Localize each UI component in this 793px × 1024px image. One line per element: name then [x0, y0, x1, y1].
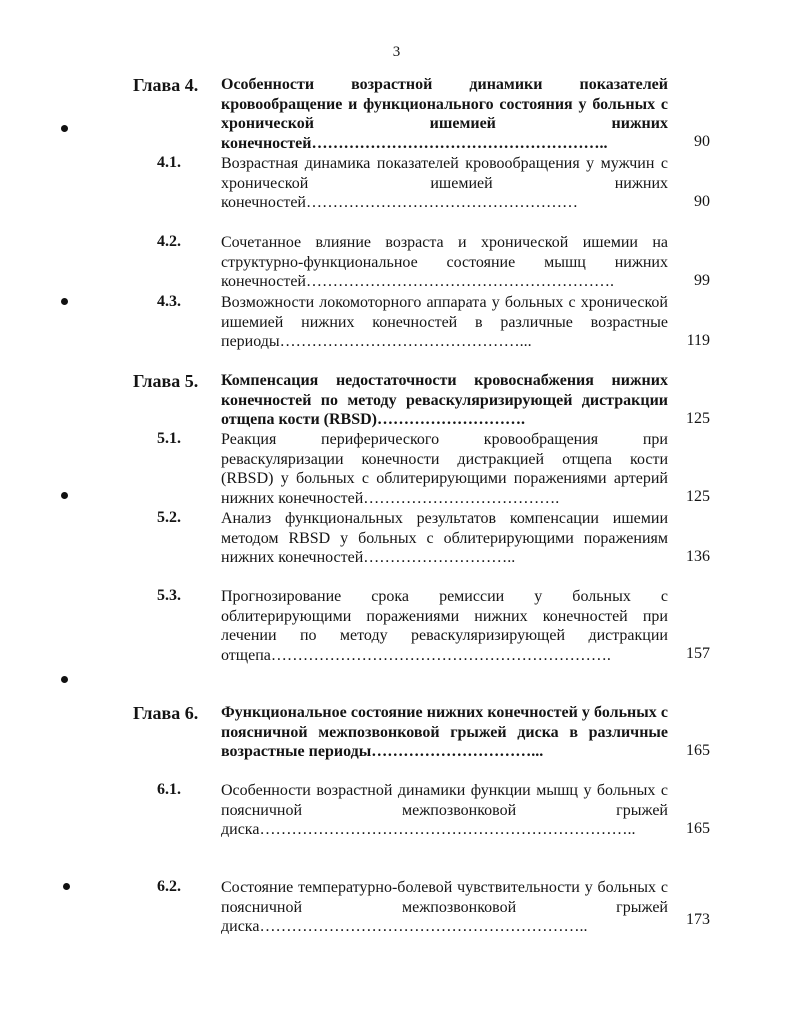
page-ref: 90 — [694, 133, 710, 150]
chapter-label: Глава 5. — [133, 371, 199, 391]
page-ref: 99 — [694, 272, 710, 289]
section-label: 5.3. — [157, 587, 181, 604]
page-ref: 125 — [686, 410, 710, 427]
page-ref: 165 — [686, 820, 710, 837]
chapter-title: Функциональное состояние нижних конечностей у больных с поясничной межпозвонковой грыжей диска в различные возрастные периоды…………………………... — [221, 704, 668, 760]
section-label: 5.2. — [157, 509, 181, 526]
section-label: 4.1. — [157, 154, 181, 171]
chapter-title: Компенсация недостаточности кровоснабжения нижних конечностей по методу реваскуляризирующей дистракции отщепа кости (RBSD)………………………. — [221, 372, 668, 428]
section-label: 6.2. — [157, 878, 181, 895]
page-number: 3 — [392, 44, 401, 60]
page-ref: 136 — [686, 548, 710, 565]
leader-dots: ……………………….. — [363, 549, 516, 566]
page-ref: 157 — [686, 645, 710, 662]
section-label: 4.3. — [157, 293, 181, 310]
leader-dots: ………………………………………... — [279, 333, 532, 350]
margin-dot — [61, 676, 68, 683]
page-ref: 119 — [686, 332, 710, 349]
margin-dot — [63, 883, 70, 890]
page-ref: 125 — [686, 488, 710, 505]
leader-dots: ……………………………………………….. — [311, 134, 608, 152]
leader-dots: …………………………... — [371, 743, 544, 760]
margin-dot — [61, 298, 68, 305]
section-title: Реакция периферического кровообращения при реваскуляризации конечности дистракцией отщепа кости (RBSD) у больных с облитерирующими поражениями артерий нижних конечностей………………………………. — [221, 431, 668, 507]
chapter-label: Глава 4. — [133, 75, 199, 95]
section-title: Возможности локомоторного аппарата у больных с хронической ишемией нижних конечностей в различные возрастные периоды………………………………………... — [221, 294, 668, 350]
leader-dots: ………………………. — [377, 411, 525, 428]
page-ref: 90 — [694, 193, 710, 210]
page-ref: 165 — [686, 742, 710, 759]
leader-dots: …………………………………………………. — [306, 273, 614, 290]
leader-dots: …………………………………………………….. — [259, 918, 588, 935]
section-title: Состояние температурно-болевой чувствительности у больных с поясничной межпозвонковой грыжей диска…………………………………………………….. — [221, 879, 668, 935]
section-title: Сочетанное влияние возраста и хронической ишемии на структурно-функциональное состояние мышц нижних конечностей…………………………………………………. — [221, 234, 668, 290]
section-label: 6.1. — [157, 781, 181, 798]
leader-dots: …………………………………………… — [306, 194, 578, 211]
chapter-label: Глава 6. — [133, 703, 199, 723]
leader-dots: …………………………………………………………….. — [259, 821, 636, 838]
page-ref: 173 — [686, 911, 710, 928]
margin-dot — [61, 492, 68, 499]
chapter-title: Особенности возрастной динамики показателей кровообращение и функционального состояния у больных с хронической ишемией нижних конечностей……………………………………………….. — [221, 76, 668, 152]
section-title: Анализ функциональных результатов компенсации ишемии методом RBSD у больных с облитерирующими поражениям нижних конечностей……………………….. — [221, 510, 668, 566]
section-title: Прогнозирование срока ремиссии у больных с облитерирующими поражениями нижних конечностей при лечении по методу реваскуляризирующей дистракции отщепа………………………………………………………. — [221, 588, 668, 664]
section-label: 4.2. — [157, 233, 181, 250]
section-label: 5.1. — [157, 430, 181, 447]
leader-dots: ………………………………………………………. — [270, 646, 611, 664]
margin-dot — [61, 125, 68, 132]
leader-dots: ………………………………. — [363, 489, 560, 507]
section-title: Особенности возрастной динамики функции мышц у больных с поясничной межпозвонковой грыжей диска…………………………………………………………….. — [221, 782, 668, 838]
section-title: Возрастная динамика показателей кровообращения у мужчин с хронической ишемией нижних конечностей…………………………………………… — [221, 155, 668, 211]
